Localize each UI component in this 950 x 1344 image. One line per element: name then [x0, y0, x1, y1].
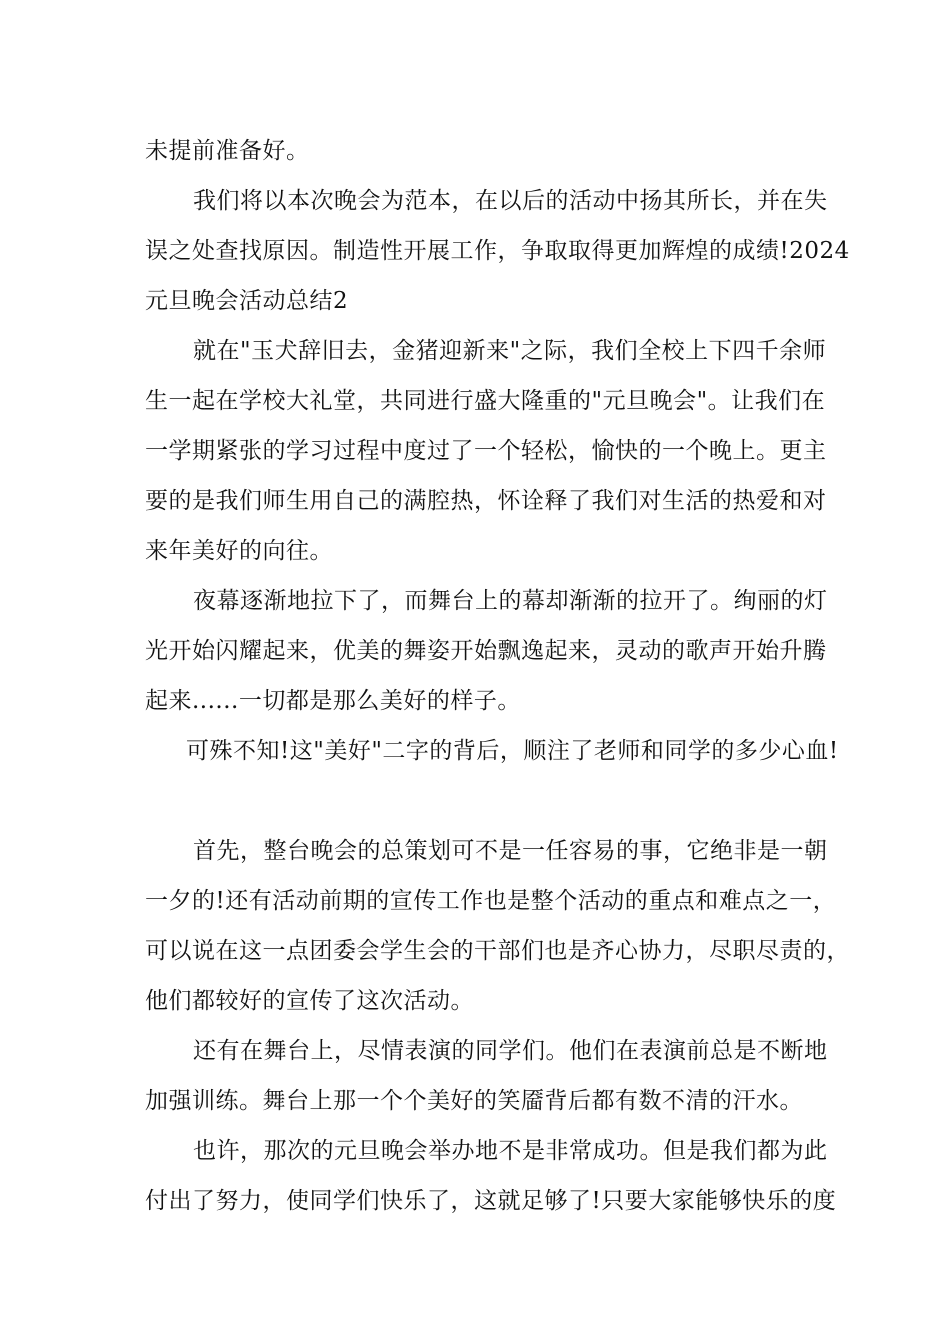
text-line: 我们将以本次晚会为范本，在以后的活动中扬其所长，并在失: [193, 188, 828, 214]
text-line: 他们都较好的宣传了这次活动。: [145, 988, 474, 1014]
text-line: 来年美好的向往。: [145, 538, 333, 564]
text-line: 可殊不知!这"美好"二字的背后，顺注了老师和同学的多少心血!: [186, 738, 839, 764]
text-line: 一夕的!还有活动前期的宣传工作也是整个活动的重点和难点之一，: [145, 888, 837, 914]
text-line: 误之处查找原因。制造性开展工作，争取取得更加辉煌的成绩!2024: [145, 238, 850, 264]
text-line: 就在"玉犬辞旧去，金猪迎新来"之际，我们全校上下四千余师: [193, 338, 827, 364]
text-line: 元旦晚会活动总结2: [145, 288, 349, 314]
text-line: 首先，整台晚会的总策划可不是一任容易的事，它绝非是一朝: [193, 838, 828, 864]
text-line: 生一起在学校大礼堂，共同进行盛大隆重的"元旦晚会"。让我们在: [145, 388, 826, 414]
text-line: 要的是我们师生用自己的满腔热，怀诠释了我们对生活的热爱和对: [145, 488, 827, 514]
text-line: 一学期紧张的学习过程中度过了一个轻松，愉快的一个晚上。更主: [145, 438, 827, 464]
text-line: 加强训练。舞台上那一个个美好的笑靥背后都有数不清的汗水。: [145, 1088, 803, 1114]
text-line: 光开始闪耀起来，优美的舞姿开始飘逸起来，灵动的歌声开始升腾: [145, 638, 827, 664]
text-line: 起来......一切都是那么美好的样子。: [145, 688, 521, 714]
text-line: 也许，那次的元旦晚会举办地不是非常成功。但是我们都为此: [193, 1138, 828, 1164]
text-line: 付出了努力，使同学们快乐了，这就足够了!只要大家能够快乐的度: [145, 1188, 837, 1214]
text-line: 还有在舞台上，尽情表演的同学们。他们在表演前总是不断地: [193, 1038, 828, 1064]
text-line: 未提前准备好。: [145, 138, 310, 164]
text-line: 可以说在这一点团委会学生会的干部们也是齐心协力，尽职尽责的，: [145, 938, 850, 964]
text-line: 夜幕逐渐地拉下了，而舞台上的幕却渐渐的拉开了。绚丽的灯: [193, 588, 828, 614]
